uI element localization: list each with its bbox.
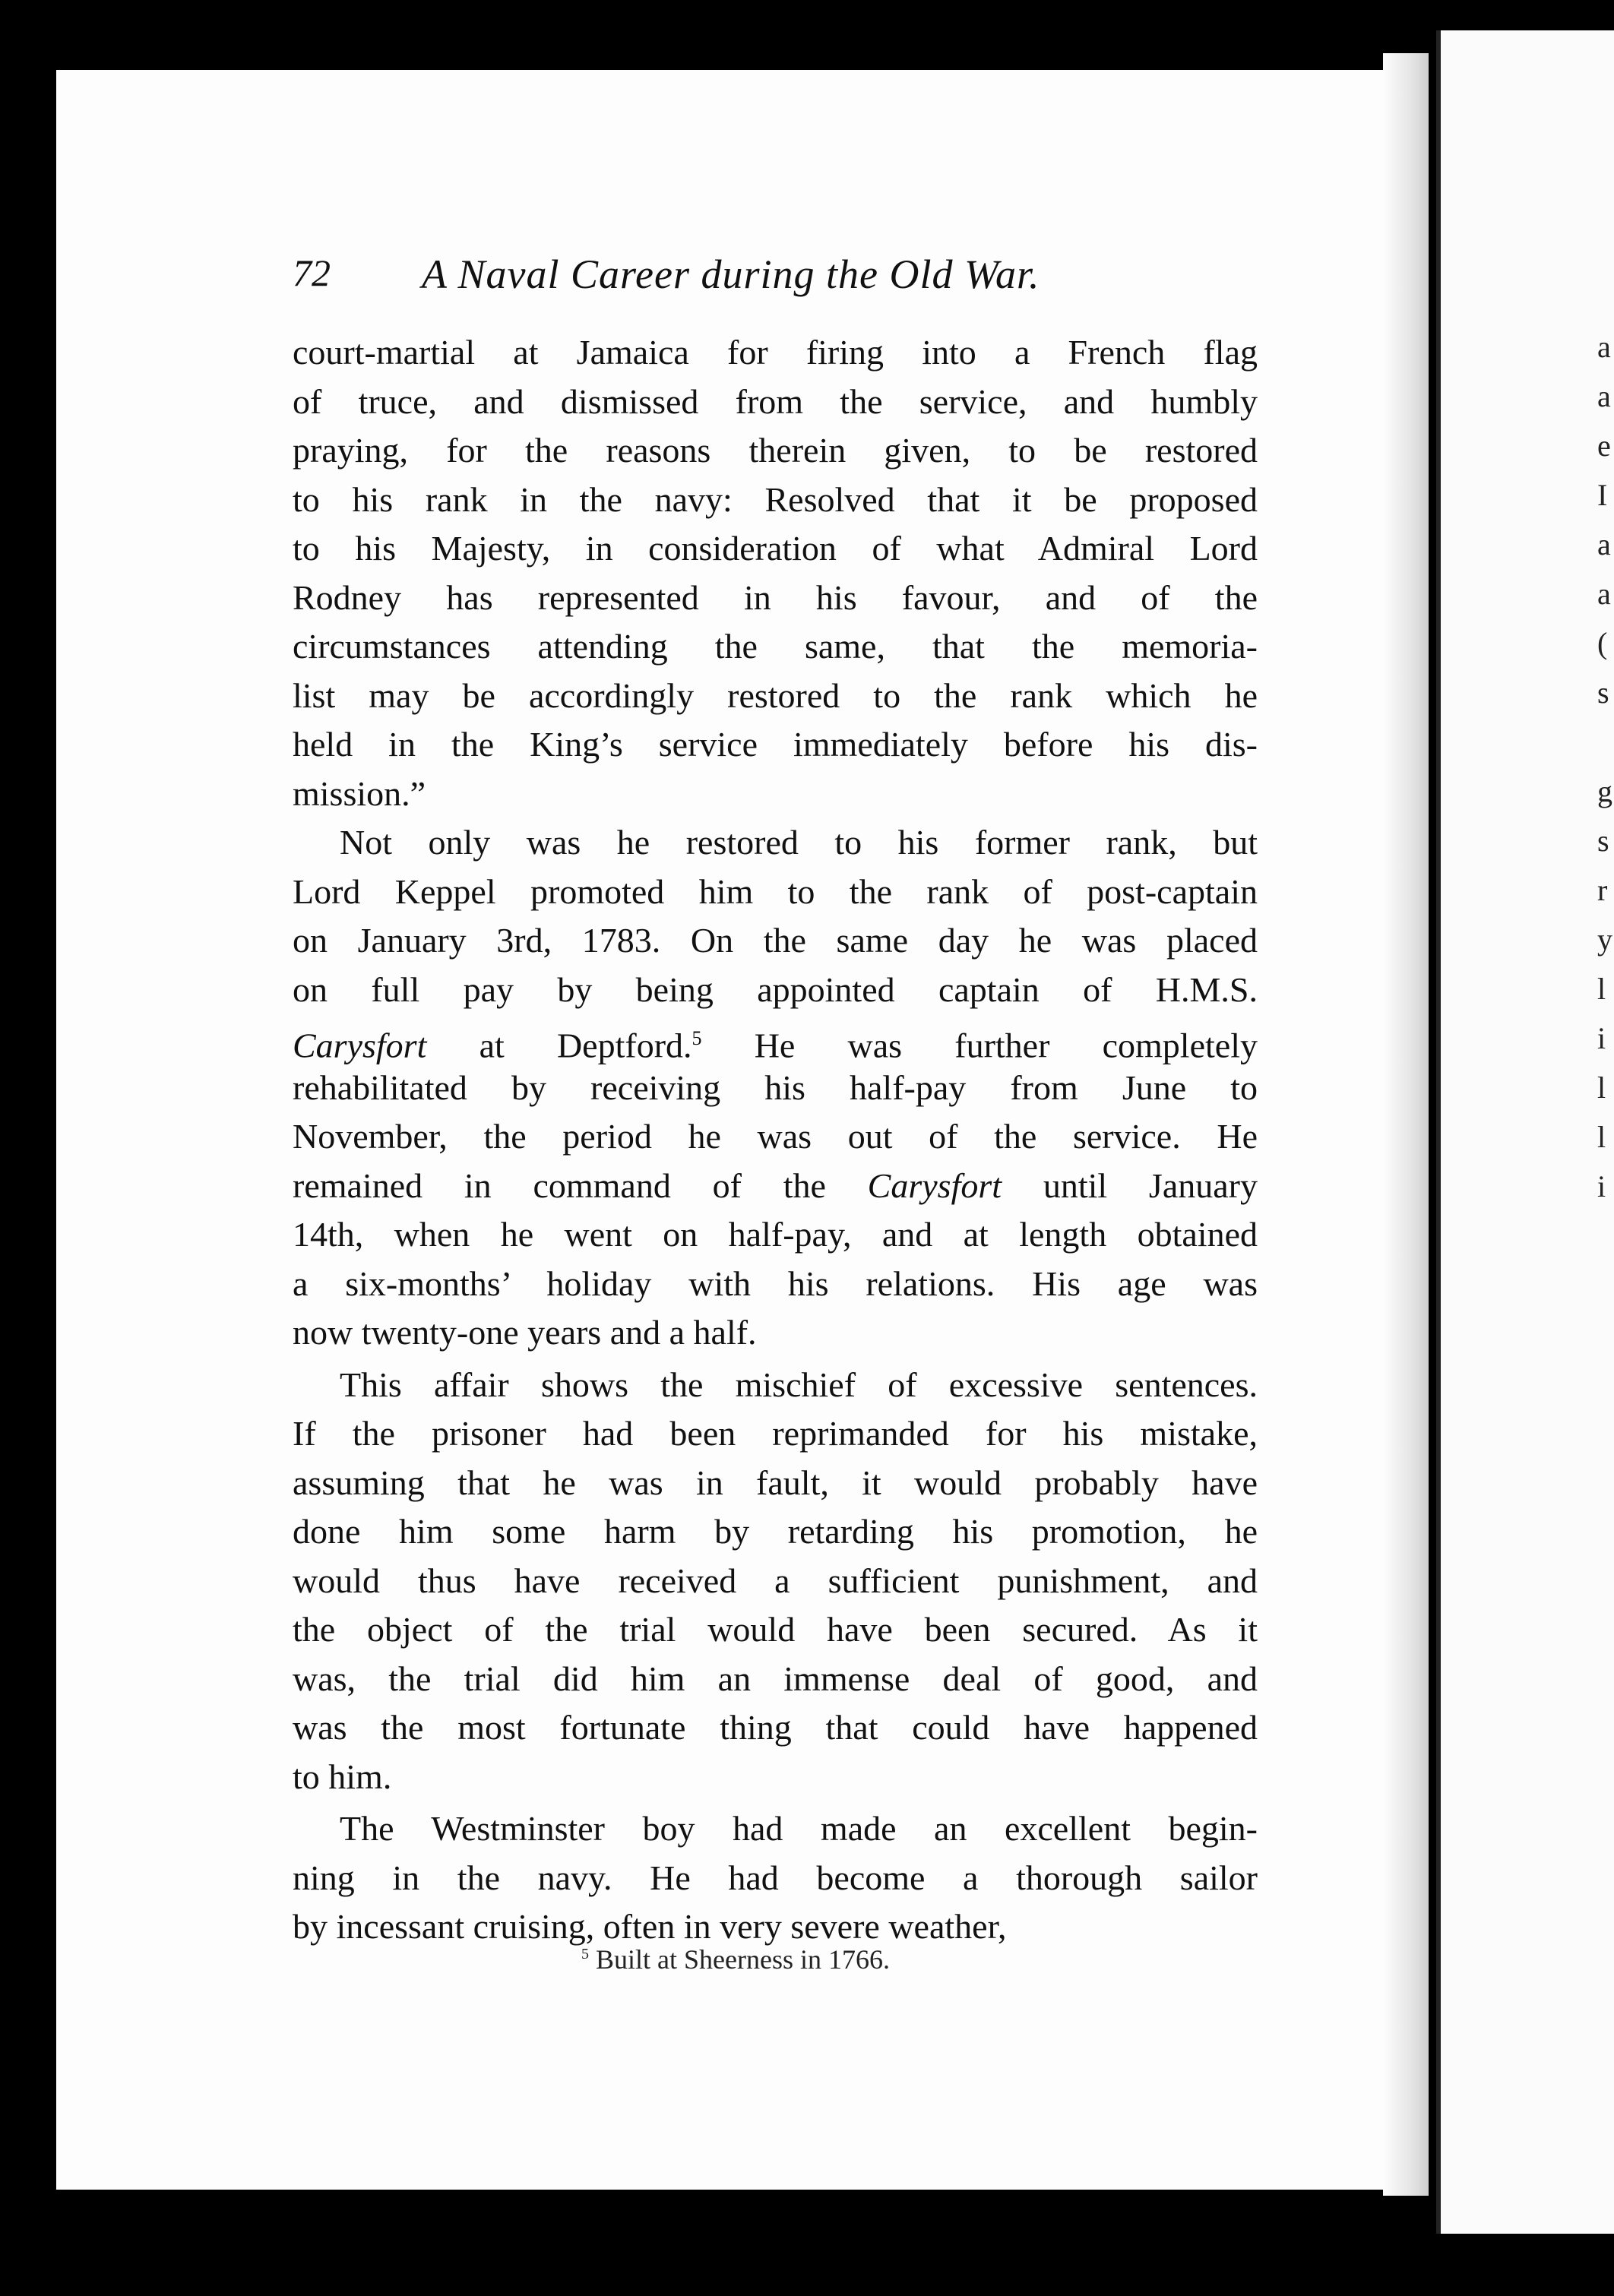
page-gutter-shadow [1383,53,1429,2196]
page-number: 72 [293,251,331,294]
footnote-marker: 5 [581,1946,589,1962]
facing-page-letter: s [1597,824,1609,858]
text-line: now twenty-one years and a half. [293,1313,757,1352]
facing-page-letter: a [1597,527,1611,561]
facing-page-letter: a [1597,577,1611,611]
facing-page-letter: r [1597,873,1608,907]
facing-page-letter: I [1597,478,1608,512]
running-title: A Naval Career during the Old War. [422,251,1040,297]
facing-page-letter: y [1597,922,1612,957]
text-line: on full pay by being appointed captain of H.M.S. [293,969,1258,1009]
facing-page-edge [1436,30,1614,2234]
text-line: 14th, when he went on half-pay, and at length obtained [293,1215,1258,1254]
text-line: of truce, and dismissed from the service, and humbly [293,381,1258,421]
text-line: Lord Keppel promoted him to the rank of post-captain [293,871,1258,911]
text-line: praying, for the reasons therein given, to be restored [293,431,1258,470]
facing-page-letter: a [1597,379,1611,413]
text-line: the object of the trial would have been secured. As it [293,1610,1258,1649]
text-line: Rodney has represented in his favour, and of the [293,577,1258,617]
text-fragment: He was further completely [701,1026,1258,1065]
text-line [293,1014,1258,1064]
text-line: The Westminster boy had made an excellent begin- [340,1809,1258,1848]
text-line: done him some harm by retarding his promotion, he [293,1512,1258,1551]
facing-page-letter: g [1597,774,1612,808]
running-header [293,251,1250,304]
facing-page-letter: l [1597,1120,1606,1154]
text-line: was, the trial did him an immense deal of good, and [293,1659,1258,1698]
facing-page-letter: e [1597,429,1611,463]
text-line: mission.” [293,773,426,813]
text-line [293,1162,1258,1211]
text-line: This affair shows the mischief of excessive sentences. [340,1365,1258,1404]
ship-name: Carysfort [293,1026,427,1065]
facing-page-letter: i [1597,1169,1606,1203]
text-line: a six-months’ holiday with his relations. His age was [293,1263,1258,1303]
facing-page-letter: l [1597,972,1606,1006]
text-line: list may be accordingly restored to the rank which he [293,675,1258,715]
text-line: ning in the navy. He had become a thorough sailor [293,1858,1258,1897]
text-line: would thus have received a sufficient punishment, and [293,1561,1258,1600]
text-line: on January 3rd, 1783. On the same day he was placed [293,921,1258,960]
footnote-text: Built at Sheerness in 1766. [596,1944,890,1975]
body-text [293,328,1258,1952]
facing-page-letter: i [1597,1021,1606,1055]
text-line: by incessant cruising, often in very severe weather, [293,1907,1007,1946]
text-fragment: at Deptford. [426,1026,692,1065]
text-line: court-martial at Jamaica for firing into a French flag [293,333,1258,372]
text-fragment: until January [1002,1165,1258,1205]
text-line: circumstances attending the same, that the memoria- [293,627,1258,666]
footnote [581,1943,890,1975]
facing-page-letter: a [1597,330,1611,364]
text-line: to him. [293,1757,392,1796]
facing-page-letter: ( [1597,626,1608,660]
footnote-ref: 5 [691,1027,702,1049]
text-line: to his rank in the navy: Resolved that it be proposed [293,479,1258,519]
ship-name: Carysfort [867,1165,1002,1205]
text-line: was the most fortunate thing that could have happened [293,1708,1258,1747]
text-line: held in the King’s service immediately before his dis- [293,725,1258,764]
text-line: assuming that he was in fault, it would probably have [293,1463,1258,1502]
facing-page-letter: l [1597,1071,1606,1105]
facing-page-letter: s [1597,675,1609,710]
text-fragment: remained in command of the [293,1165,868,1205]
text-line: Not only was he restored to his former rank, but [340,823,1258,862]
text-line: rehabilitated by receiving his half-pay from June to [293,1067,1258,1107]
text-line: If the prisoner had been reprimanded for his mistake, [293,1414,1258,1453]
text-line: November, the period he was out of the service. He [293,1117,1258,1156]
text-line: to his Majesty, in consideration of what Admiral Lord [293,529,1258,568]
